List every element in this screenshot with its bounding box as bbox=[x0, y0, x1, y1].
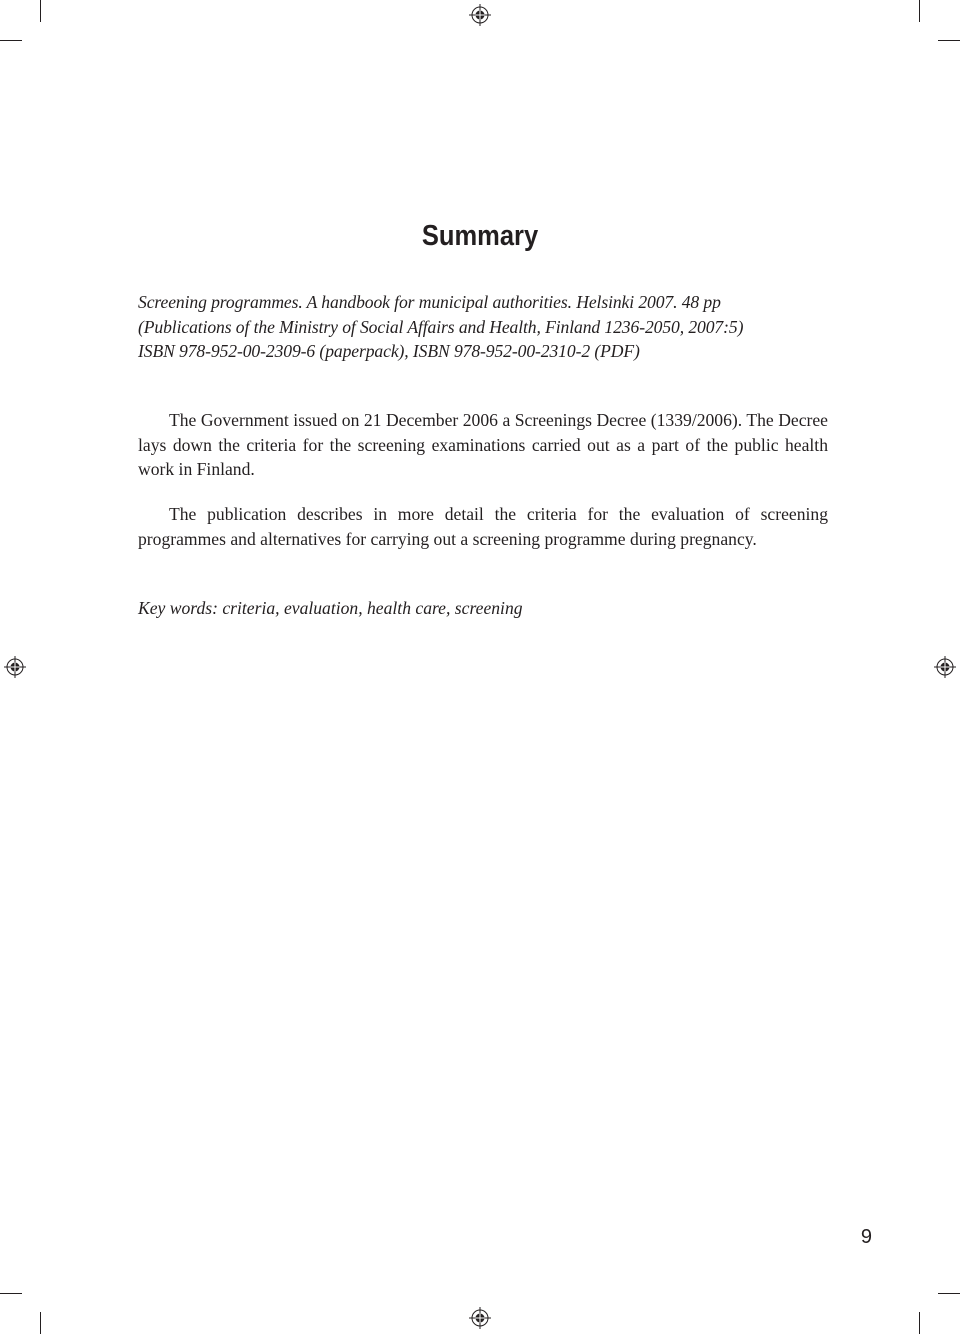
registration-target-icon bbox=[4, 656, 26, 678]
biblio-line: ISBN 978-952-00-2309-6 (paperpack), ISBN 978-952-00-2310-2 (PDF) bbox=[138, 341, 640, 361]
registration-target-icon bbox=[469, 4, 491, 26]
registration-target-icon bbox=[934, 656, 956, 678]
page-number: 9 bbox=[860, 1226, 872, 1248]
keywords-line: Key words: criteria, evaluation, health care, screening bbox=[138, 598, 523, 618]
registration-target-icon bbox=[469, 1307, 491, 1329]
biblio-line: Screening programmes. A handbook for municipal authorities. Helsinki 2007. 48 pp bbox=[138, 292, 721, 312]
biblio-line: (Publications of the Ministry of Social Affairs and Health, Finland 1236-2050, 2007:5) bbox=[138, 316, 744, 337]
bibliographic-reference bbox=[138, 290, 828, 364]
summary-paragraph: The Government issued on 21 December 2006 a Screenings Decree (1339/2006). The Decree lays down the criteria for the screening examinations carried out as a part of the public health work in Finland. bbox=[138, 410, 828, 479]
summary-paragraph: The publication describes in more detail the criteria for the evaluation of screening programmes and alternatives for carrying out a screening programme during pregnancy. bbox=[138, 504, 828, 549]
page-title: Summary bbox=[421, 220, 539, 252]
